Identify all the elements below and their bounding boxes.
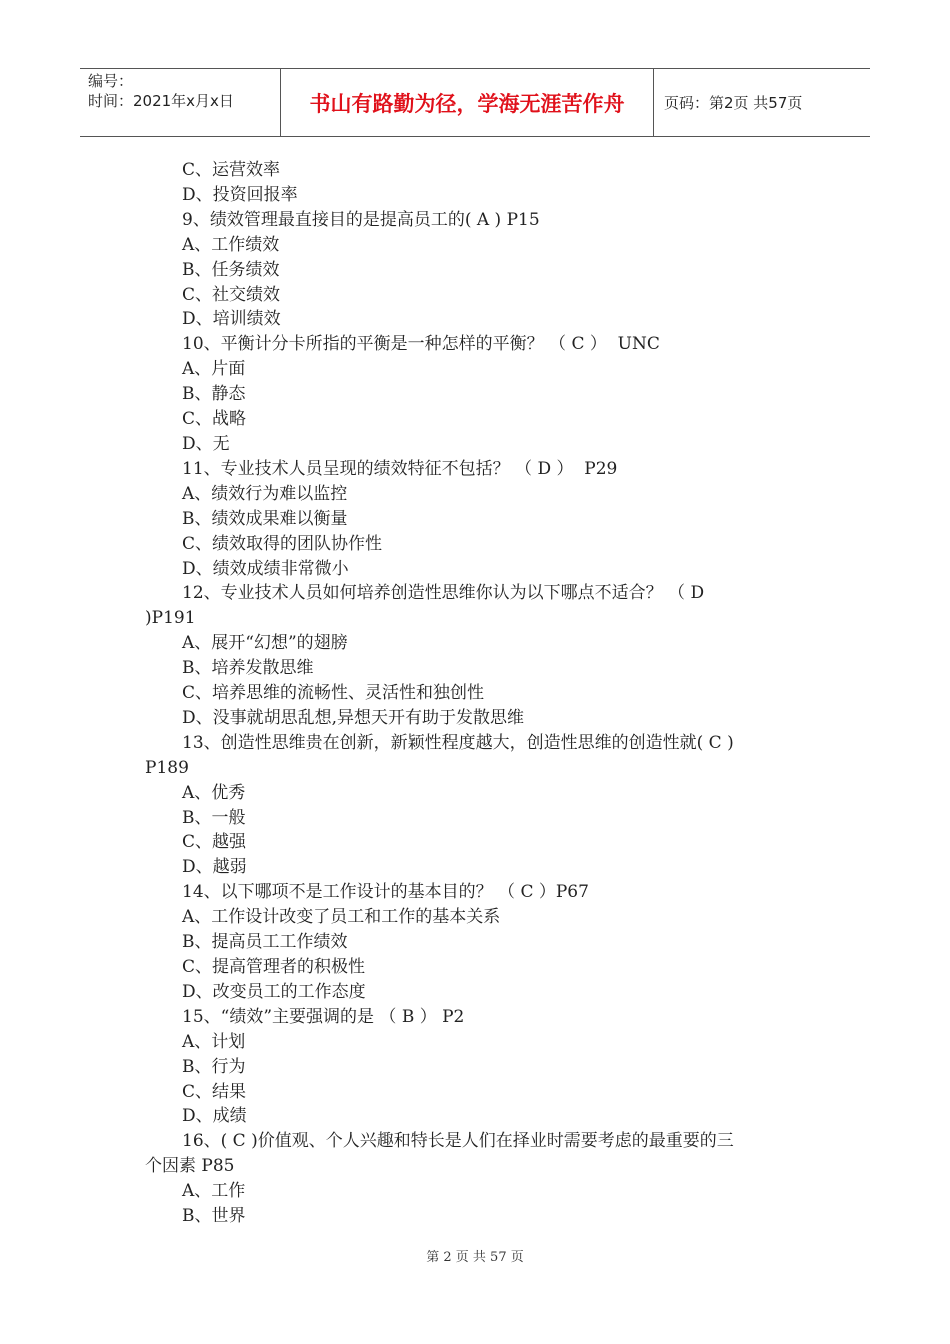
text-line: D、无 xyxy=(182,433,230,454)
text-line: 10、平衡计分卡所指的平衡是一种怎样的平衡？ （ C ） UNC xyxy=(182,334,660,355)
text-line: B、培养发散思维 xyxy=(182,658,314,679)
text-line: 15、“绩效”主要强调的是 （ B ） P2 xyxy=(182,1006,465,1027)
text-line: A、计划 xyxy=(182,1031,246,1052)
text-line: A、工作绩效 xyxy=(182,234,280,255)
text-line: D、没事就胡思乱想,异想天开有助于发散思维 xyxy=(182,707,525,728)
text-line: C、战略 xyxy=(182,409,247,430)
header-motto: 书山有路勤为径，学海无涯苦作舟 xyxy=(281,69,654,136)
text-line: D、绩效成绩非常微小 xyxy=(182,558,349,579)
text-line: 9、绩效管理最直接目的是提高员工的( A ) P15 xyxy=(182,209,540,230)
text-line: A、工作 xyxy=(182,1181,246,1202)
text-line: B、静态 xyxy=(182,384,246,405)
text-line: 12、专业技术人员如何培养创造性思维你认为以下哪点不适合？ （ D xyxy=(182,583,705,604)
text-line: B、绩效成果难以衡量 xyxy=(182,508,348,529)
text-line: B、行为 xyxy=(182,1056,246,1077)
text-line: A、绩效行为难以监控 xyxy=(182,483,348,504)
text-line: 14、以下哪项不是工作设计的基本目的？ （ C ）P67 xyxy=(182,882,589,903)
text-line: D、越弱 xyxy=(182,857,247,878)
text-line: )P191 xyxy=(145,608,196,629)
text-line: C、提高管理者的积极性 xyxy=(182,957,366,977)
date-label: 时间：2021年x月x日 xyxy=(88,92,234,110)
text-line: D、投资回报率 xyxy=(182,184,298,205)
text-line: P189 xyxy=(145,757,189,778)
text-line: 个因素 P85 xyxy=(145,1156,235,1177)
text-line: D、成绩 xyxy=(182,1106,247,1127)
text-line: C、社交绩效 xyxy=(182,284,281,305)
text-line: C、绩效取得的团队协作性 xyxy=(182,533,383,554)
text-line: A、展开“幻想”的翅膀 xyxy=(182,633,348,654)
text-line: B、一般 xyxy=(182,807,246,828)
text-line: 13、创造性思维贵在创新，新颖性程度越大，创造性思维的创造性就( C ) xyxy=(182,732,734,753)
text-line: D、培训绩效 xyxy=(182,309,281,330)
header-left-cell xyxy=(80,69,281,136)
number-label: 编号： xyxy=(88,72,134,90)
text-line: C、培养思维的流畅性、灵活性和独创性 xyxy=(182,683,485,704)
text-line: D、改变员工的工作态度 xyxy=(182,981,366,1002)
text-line: C、运营效率 xyxy=(182,160,281,180)
text-line: 16、( C )价值观、个人兴趣和特长是人们在择业时需要考虑的最重要的三 xyxy=(182,1131,734,1152)
text-line: B、世界 xyxy=(182,1206,246,1227)
page-footer: 第 2 页 共 57 页 xyxy=(426,1250,524,1265)
text-line: C、越强 xyxy=(182,832,247,853)
text-line: B、提高员工工作绩效 xyxy=(182,932,348,953)
header-page-info: 页码：第2页 共57页 xyxy=(664,94,803,112)
text-line: C、结果 xyxy=(182,1081,247,1102)
text-line: A、优秀 xyxy=(182,782,246,803)
text-line: A、片面 xyxy=(182,359,246,380)
text-line: B、任务绩效 xyxy=(182,259,280,280)
text-line: A、工作设计改变了员工和工作的基本关系 xyxy=(182,907,501,928)
page-header xyxy=(80,68,870,137)
document-body xyxy=(145,158,810,1229)
text-line: 11、专业技术人员呈现的绩效特征不包括？ （ D ） P29 xyxy=(182,458,618,479)
